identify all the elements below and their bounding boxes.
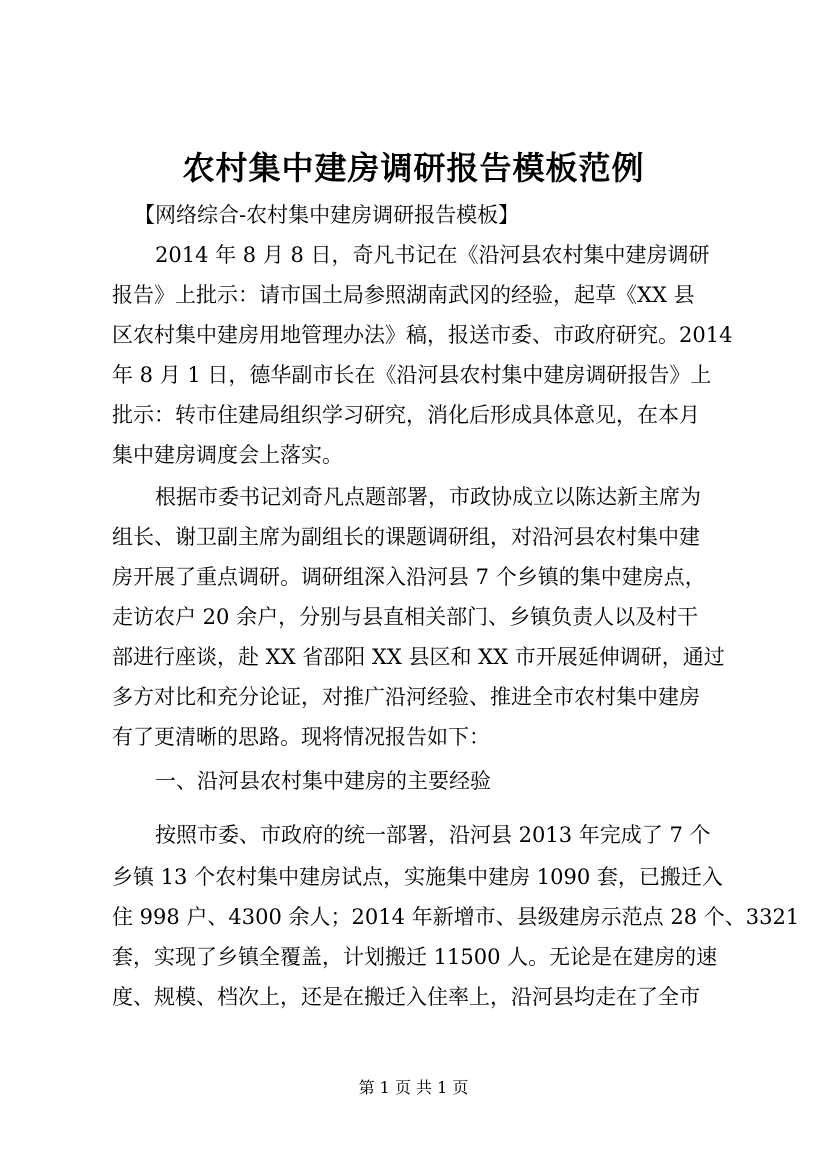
section-heading: 一、沿河县农村集中建房的主要经验: [155, 769, 491, 793]
paragraph-line: 乡镇 13 个农村集中建房试点，实施集中建房 1090 套，已搬迁入: [112, 865, 723, 889]
paragraph-line: 集中建房调度会上落实。: [112, 443, 343, 467]
paragraph-line: 批示：转市住建局组织学习研究，消化后形成具体意见，在本月: [112, 403, 700, 427]
document-subtitle: 【网络综合-农村集中建房调研报告模板】: [134, 203, 520, 227]
paragraph-line: 有了更清晰的思路。现将情况报告如下：: [112, 725, 490, 749]
paragraph-line: 度、规模、档次上，还是在搬迁入住率上，沿河县均走在了全市: [112, 985, 700, 1009]
paragraph-line: 多方对比和充分论证，对推广沿河经验、推进全市农村集中建房: [112, 685, 700, 709]
paragraph-line: 根据市委书记刘奇凡点题部署，市政协成立以陈达新主席为: [155, 485, 701, 509]
page-footer: 第 1 页 共 1 页: [358, 1078, 469, 1097]
paragraph-line: 年 8 月 1 日，德华副市长在《沿河县农村集中建房调研报告》上: [112, 363, 712, 387]
paragraph-line: 按照市委、市政府的统一部署，沿河县 2013 年完成了 7 个: [155, 823, 711, 847]
paragraph-line: 区农村集中建房用地管理办法》稿，报送市委、市政府研究。2014: [112, 323, 733, 347]
paragraph-line: 2014 年 8 月 8 日，奇凡书记在《沿河县农村集中建房调研: [155, 243, 710, 267]
paragraph-line: 套，实现了乡镇全覆盖，计划搬迁 11500 人。无论是在建房的速: [112, 945, 718, 969]
paragraph-line: 走访农户 20 余户，分别与县直相关部门、乡镇负责人以及村干: [112, 605, 699, 629]
paragraph-line: 房开展了重点调研。调研组深入沿河县 7 个乡镇的集中建房点，: [112, 565, 706, 589]
document-title: 农村集中建房调研报告模板范例: [182, 149, 645, 187]
paragraph-line: 部进行座谈，赴 XX 省邵阳 XX 县区和 XX 市开展延伸调研，通过: [112, 645, 725, 669]
paragraph-line: 组长、谢卫副主席为副组长的课题调研组，对沿河县农村集中建: [112, 525, 700, 549]
paragraph-line: 报告》上批示：请市国土局参照湖南武冈的经验，起草《XX 县: [112, 283, 695, 307]
paragraph-line: 住 998 户、4300 余人；2014 年新增市、县级建房示范点 28 个、3321: [112, 905, 800, 929]
